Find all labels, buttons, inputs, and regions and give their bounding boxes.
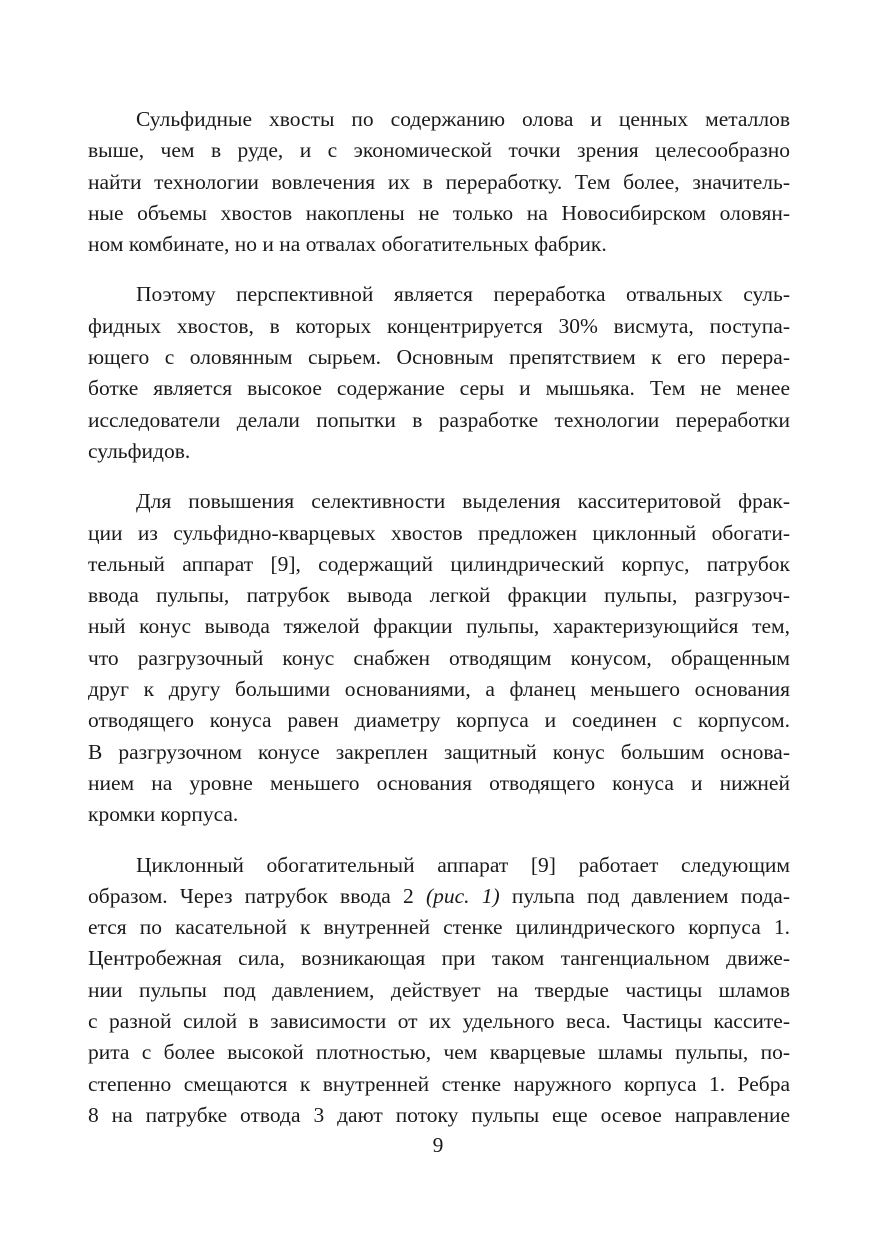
text-line: В разгрузочном конусе закреплен защитный конус большим основа- (88, 739, 790, 764)
text-line: нием на уровне меньшего основания отводящего конуса и нижней (88, 770, 790, 795)
text-line: ном комбинате, но и на отвалах обогатительных фабрик. (88, 232, 607, 257)
text-line: с разной силой в зависимости от их удельного веса. Частицы кассите- (88, 1009, 790, 1034)
text-line: ющего с оловянным сырьем. Основным препятствием к его перера- (88, 345, 790, 370)
body-text (88, 104, 790, 1150)
text-line: сульфидов. (88, 438, 191, 463)
text-line: ный конус вывода тяжелой фракции пульпы, характеризующийся тем, (88, 614, 790, 639)
text-line: кромки корпуса. (88, 802, 239, 827)
text-line: 8 на патрубке отвода 3 дают потоку пульпы еще осевое направление (88, 1102, 790, 1127)
text-line: что разгрузочный конус снабжен отводящим конусом, обращенным (88, 645, 790, 670)
text-fragment: пульпа под давлением пода- (499, 883, 790, 908)
text-line: нии пульпы под давлением, действует на твердые частицы шламов (88, 977, 790, 1002)
text-line: тельный аппарат [9], содержащий цилиндрический корпус, патрубок (88, 551, 790, 576)
page-number: 9 (432, 1133, 444, 1157)
text-line: друг к другу большими основаниями, а фланец меньшего основания (88, 677, 790, 702)
text-fragment: образом. Через патрубок ввода 2 (88, 883, 426, 908)
text-line: ется по касательной к внутренней стенке цилиндрического корпуса 1. (88, 915, 790, 940)
paragraph-4 (88, 850, 790, 1132)
text-line: Циклонный обогатительный аппарат [9] работает следующим (136, 852, 790, 877)
text-line: ввода пульпы, патрубок вывода легкой фракции пульпы, разгрузоч- (88, 583, 790, 608)
paragraph-2 (88, 279, 790, 467)
text-line: ботке является высокое содержание серы и мышьяка. Тем не менее (88, 376, 790, 401)
text-line: Центробежная сила, возникающая при таком тангенциальном движе- (88, 946, 790, 971)
figure-reference: (рис. 1) (425, 883, 500, 908)
text-line: ции из сульфидно-кварцевых хвостов предложен циклонный обогати- (88, 520, 790, 545)
text-line: фидных хвостов, в которых концентрируется 30% висмута, поступа- (88, 313, 790, 338)
text-line: выше, чем в руде, и с экономической точки зрения целесообразно (88, 138, 790, 163)
paragraph-3 (88, 486, 790, 830)
paragraph-1 (88, 104, 790, 260)
text-line: найти технологии вовлечения их в переработку. Тем более, значитель- (88, 169, 790, 194)
text-line-with-figure-ref (88, 881, 790, 912)
text-line: Сульфидные хвосты по содержанию олова и ценных металлов (136, 107, 790, 131)
text-line: Для повышения селективности выделения касситеритовой фрак- (136, 489, 790, 514)
text-line: отводящего конуса равен диаметру корпуса и соединен с корпусом. (88, 708, 790, 733)
text-line: ные объемы хвостов накоплены не только на Новосибирском оловян- (88, 200, 790, 225)
text-line: Поэтому перспективной является переработка отвальных суль- (136, 282, 790, 307)
text-line: рита с более высокой плотностью, чем кварцевые шламы пульпы, по- (88, 1040, 790, 1065)
text-line: степенно смещаются к внутренней стенке наружного корпуса 1. Ребра (88, 1071, 790, 1096)
text-line: исследователи делали попытки в разработке технологии переработки (88, 407, 790, 432)
